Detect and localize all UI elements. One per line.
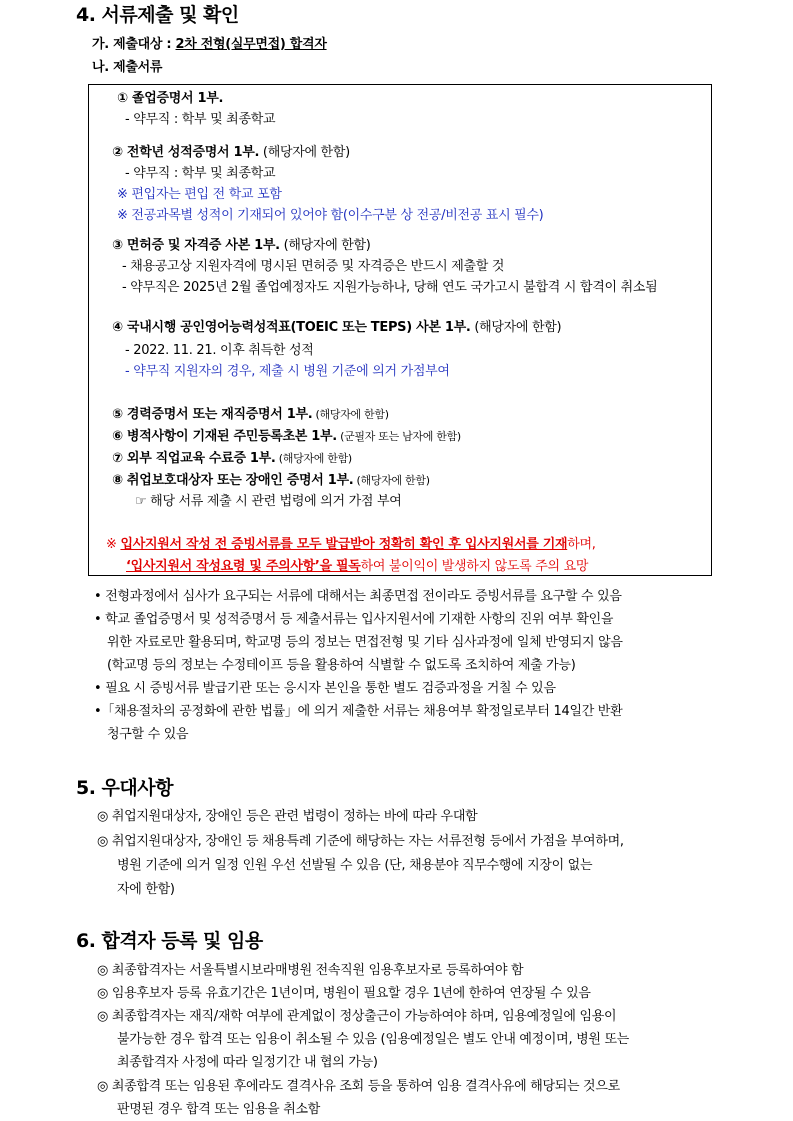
doc-item-1-sub: - 약무직 : 학부 및 최종학교 [125,112,276,127]
warning-line-2 [126,555,588,574]
doc-item-3-sub-1: - 채용공고상 지원자격에 명시된 면허증 및 자격증은 반드시 제출할 것 [122,259,505,274]
doc-item-8 [112,469,430,488]
doc-item-4-sub-2: - 약무직 지원자의 경우, 제출 시 병원 기준에 의거 가점부여 [125,364,450,379]
bullet-line: • 학교 졸업증명서 및 성적증명서 등 제출서류는 입사지원서에 기재한 사항의 진위 여부 확인을 [94,612,614,627]
submission-target [92,33,327,52]
doc-item-2 [112,141,350,160]
doc-item-4 [112,316,561,335]
bullet-line: 청구할 수 있음 [107,727,189,742]
bullet-line: •「채용절차의 공정화에 관한 법률」에 의거 제출한 서류는 채용여부 확정일로부터 14일간 반환 [94,704,623,719]
warning-line-1-rest: 하며, [567,537,596,552]
registration-line: ◎ 최종합격 또는 임용된 후에라도 결격사유 조회 등을 통하여 임용 결격사유에 해당되는 것으로 [97,1079,620,1094]
bullet-line: • 필요 시 증빙서류 발급기관 또는 응시자 본인을 통한 별도 검증과정을 거칠 수 있음 [94,681,556,696]
submission-target-value: 2차 전형(실무면접) 합격자 [175,37,327,52]
bullet-line: (학교명 등의 정보는 수정테이프 등을 활용하여 식별할 수 없도록 조치하여 제출 가능) [107,658,576,673]
doc-item-7 [112,447,352,466]
doc-item-2-note: (해당자에 한함) [259,145,350,160]
documents-label: 나. 제출서류 [92,60,163,75]
doc-item-8-sub: ☞ 해당 서류 제출 시 관련 법령에 의거 가점 부여 [135,494,402,509]
preference-line: ◎ 취업지원대상자, 장애인 등 채용특례 기준에 해당하는 자는 서류전형 등에서 가점을 부여하며, [97,834,624,849]
doc-item-5 [112,403,389,422]
doc-item-3-sub-2: - 약무직은 2025년 2월 졸업예정자도 지원가능하나, 당해 연도 국가고시 불합격 시 합격이 취소됨 [122,280,658,295]
doc-item-2-sub: - 약무직 : 학부 및 최종학교 [125,166,276,181]
section-4-title: 4. 서류제출 및 확인 [76,4,239,26]
preference-line: 병원 기준에 의거 일정 인원 우선 선발될 수 있음 (단, 채용분야 직무수행에 지장이 없는 [117,858,593,873]
doc-item-4-title: ④ 국내시행 공인영어능력성적표(TOEIC 또는 TEPS) 사본 1부. [112,320,471,335]
doc-item-8-note: (해당자에 한함) [353,474,430,487]
warning-line-2-rest: 하여 불이익이 발생하지 않도록 주의 요망 [360,559,589,574]
submission-target-label: 가. 제출대상 : [92,37,176,52]
doc-item-3 [112,234,371,253]
section-5-title: 5. 우대사항 [76,777,173,799]
registration-line: ◎ 임용후보자 등록 유효기간은 1년이며, 병원이 필요할 경우 1년에 한하여 연장될 수 있음 [97,986,591,1001]
doc-item-7-title: ⑦ 외부 직업교육 수료증 1부. [112,451,276,466]
registration-line: 판명된 경우 합격 또는 임용을 취소함 [117,1102,321,1117]
doc-item-6 [112,425,461,444]
doc-item-1-title: ① 졸업증명서 1부. [117,91,224,106]
doc-item-4-sub-1: - 2022. 11. 21. 이후 취득한 성적 [125,343,314,358]
doc-item-2-title: ② 전학년 성적증명서 1부. [112,145,260,160]
warning-line-1 [106,533,596,552]
preference-line: 자에 한함) [117,882,175,897]
doc-item-6-note: (군필자 또는 남자에 한함) [336,430,461,443]
registration-line: 최종합격자 사정에 따라 일정기간 내 협의 가능) [117,1055,378,1070]
warning-mark: ※ [106,537,121,552]
doc-item-8-title: ⑧ 취업보호대상자 또는 장애인 증명서 1부. [112,473,354,488]
section-6-title: 6. 합격자 등록 및 임용 [76,930,263,952]
preference-line: ◎ 취업지원대상자, 장애인 등은 관련 법령이 정하는 바에 따라 우대함 [97,809,478,824]
registration-line: ◎ 최종합격자는 서울특별시보라매병원 전속직원 임용후보자로 등록하여야 함 [97,963,524,978]
doc-item-2-note-transfer: ※ 편입자는 편입 전 학교 포함 [117,187,282,202]
warning-line-1-emphasis: 입사지원서 작성 전 증빙서류를 모두 발급받아 정확히 확인 후 입사지원서를 기재 [120,537,568,552]
registration-line: ◎ 최종합격자는 재직/재학 여부에 관계없이 정상출근이 가능하여야 하며, 임용예정일에 임용이 [97,1009,617,1024]
bullet-line: 위한 자료로만 활용되며, 학교명 등의 정보는 면접전형 및 기타 심사과정에 일체 반영되지 않음 [107,635,623,650]
warning-line-2-emphasis: ‘입사지원서 작성요령 및 주의사항’을 필독 [126,559,361,574]
doc-item-3-title: ③ 면허증 및 자격증 사본 1부. [112,238,280,253]
doc-item-6-title: ⑥ 병적사항이 기재된 주민등록초본 1부. [112,429,337,444]
doc-item-3-note: (해당자에 한함) [279,238,371,253]
doc-item-5-title: ⑤ 경력증명서 또는 재직증명서 1부. [112,407,313,422]
bullet-line: • 전형과정에서 심사가 요구되는 서류에 대해서는 최종면접 전이라도 증빙서류를 요구할 수 있음 [94,589,622,604]
doc-item-5-note: (해당자에 한함) [312,408,389,421]
registration-line: 불가능한 경우 합격 또는 임용이 취소될 수 있음 (임용예정일은 별도 안내 예정이며, 병원 또는 [117,1032,629,1047]
doc-item-2-note-major: ※ 전공과목별 성적이 기재되어 있어야 함(이수구분 상 전공/비전공 표시 필수) [117,208,544,223]
doc-item-7-note: (해당자에 한함) [275,452,352,465]
doc-item-4-note: (해당자에 한함) [470,320,562,335]
